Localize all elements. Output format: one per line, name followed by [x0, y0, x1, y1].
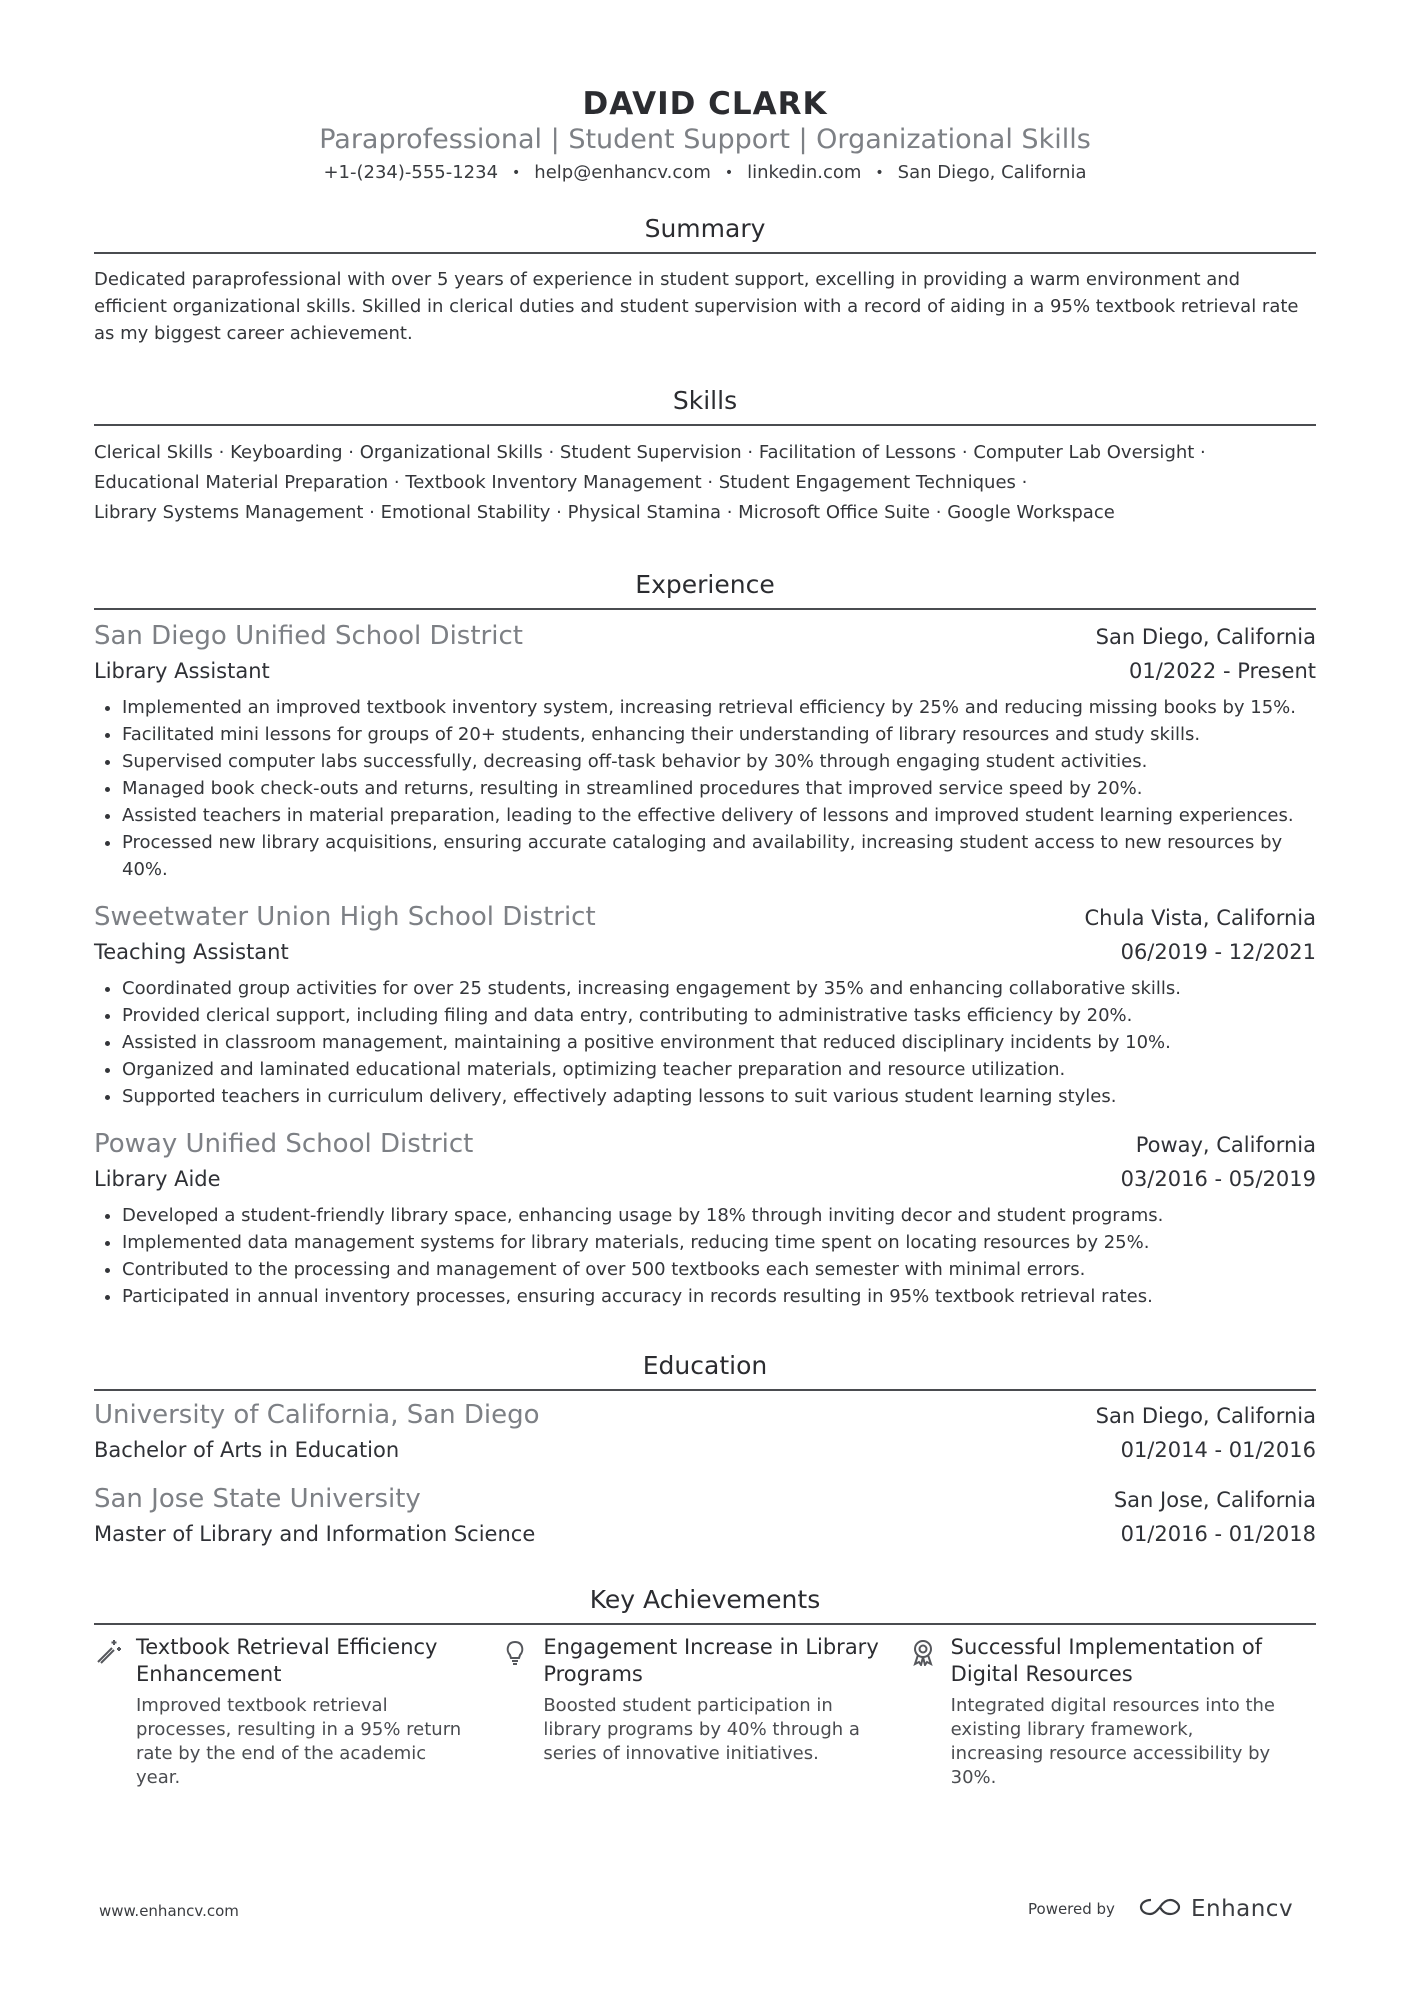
achievement-title: Textbook Retrieval Efficiency Enhancement — [136, 1635, 438, 1686]
summary-heading: Summary — [644, 214, 766, 243]
achievements-section — [94, 1583, 1316, 1625]
job-organization: Poway Unified School District — [94, 1129, 474, 1159]
job-dates: 03/2016 - 05/2019 — [1120, 1167, 1316, 1191]
job-entry — [94, 619, 1316, 883]
job-bullet: • Developed a student-friendly library space, enhancing usage by 18% through inviting decor and student programs. — [122, 1202, 1316, 1229]
education-dates: 01/2016 - 01/2018 — [1120, 1522, 1316, 1546]
school-name: University of California, San Diego — [94, 1400, 540, 1430]
contact-linkedin[interactable]: linkedin.com — [747, 162, 862, 183]
separator-dot: • — [724, 165, 734, 181]
enhancv-logo-icon — [1137, 1895, 1183, 1923]
job-location: Poway, California — [1135, 1133, 1316, 1157]
education-dates: 01/2014 - 01/2016 — [1120, 1438, 1316, 1462]
achievement-item — [909, 1634, 1316, 1790]
job-bullet: • Provided clerical support, including filing and data entry, contributing to administrative tasks efficiency by 20%. — [122, 1002, 1316, 1029]
experience-heading: Experience — [635, 570, 775, 599]
achievement-item — [94, 1634, 501, 1790]
achievements-list — [94, 1634, 1316, 1790]
education-entry — [94, 1398, 1316, 1467]
brand-name: Enhancv — [1190, 1896, 1294, 1922]
lightbulb-icon — [501, 1634, 543, 1790]
section-divider — [94, 1623, 1316, 1625]
award-ribbon-icon — [909, 1634, 951, 1790]
contact-line — [94, 160, 1316, 186]
job-dates: 06/2019 - 12/2021 — [1120, 940, 1316, 964]
school-location: San Jose, California — [1113, 1488, 1316, 1512]
job-bullet: • Supported teachers in curriculum delivery, effectively adapting lessons to suit various student learning styles. — [122, 1083, 1316, 1110]
achievements-heading: Key Achievements — [589, 1585, 821, 1614]
resume-page — [94, 0, 1316, 1788]
candidate-title: Paraprofessional | Student Support | Organizational Skills — [319, 124, 1091, 155]
job-organization: San Diego Unified School District — [94, 621, 523, 651]
job-bullet: • Facilitated mini lessons for groups of 20+ students, enhancing their understanding of library resources and study skills. — [122, 721, 1316, 748]
powered-by-label: Powered by — [1028, 1900, 1115, 1918]
section-divider — [94, 608, 1316, 610]
school-location: San Diego, California — [1095, 1404, 1316, 1428]
job-role: Library Assistant — [94, 659, 270, 683]
achievement-title: Engagement Increase in Library Programs — [543, 1635, 879, 1686]
separator-dot: • — [512, 165, 521, 181]
job-bullet: • Supervised computer labs successfully, decreasing off-task behavior by 30% through engaging student activities. — [122, 748, 1316, 775]
summary-line: as my biggest career achievement. — [94, 323, 413, 344]
experience-section — [94, 568, 1316, 610]
contact-location: San Diego, California — [897, 162, 1087, 183]
job-bullets — [94, 975, 1316, 1110]
summary-line: Dedicated paraprofessional with over 5 years of experience in student support, excelling in providing a warm environment and — [94, 269, 1241, 290]
education-heading: Education — [642, 1351, 768, 1380]
job-bullet: • Participated in annual inventory processes, ensuring accuracy in records resulting in 95% textbook retrieval rates. — [122, 1283, 1316, 1310]
summary-text — [94, 266, 1316, 347]
footer-website[interactable]: www.enhancv.com — [99, 1902, 239, 1920]
candidate-name: DAVID CLARK — [582, 86, 828, 122]
skills-list — [94, 438, 1316, 528]
job-entry — [94, 1127, 1316, 1310]
resume-header — [94, 0, 1316, 186]
magic-wand-icon — [94, 1634, 136, 1790]
job-role: Library Aide — [94, 1167, 221, 1191]
degree-name: Bachelor of Arts in Education — [94, 1438, 400, 1462]
job-bullet: • Processed new library acquisitions, ensuring accurate cataloging and availability, increasing student access to new resources by 40%. — [122, 829, 1316, 883]
skills-heading: Skills — [672, 386, 738, 415]
summary-line: efficient organizational skills. Skilled in clerical duties and student supervision with a record of aiding in a 95% textbook retrieval rate — [94, 296, 1299, 317]
job-location: Chula Vista, California — [1084, 906, 1316, 930]
job-bullet: • Contributed to the processing and management of over 500 textbooks each semester with minimal errors. — [122, 1256, 1316, 1283]
summary-section — [94, 212, 1316, 347]
degree-name: Master of Library and Information Science — [94, 1522, 536, 1546]
job-bullet: • Implemented data management systems for library materials, reducing time spent on locating resources by 25%. — [122, 1229, 1316, 1256]
job-location: San Diego, California — [1095, 625, 1316, 649]
achievement-description: Improved textbook retrieval processes, resulting in a 95% return rate by the end of the academic year. — [136, 1695, 462, 1788]
skills-line: Educational Material Preparation · Textbook Inventory Management · Student Engagement Techniques · — [94, 472, 1028, 493]
job-bullet: • Assisted in classroom management, maintaining a positive environment that reduced disciplinary incidents by 10%. — [122, 1029, 1316, 1056]
job-bullets — [94, 1202, 1316, 1310]
achievement-description: Integrated digital resources into the existing library framework, increasing resource accessibility by 30%. — [950, 1695, 1275, 1788]
contact-email[interactable]: help@enhancv.com — [534, 162, 711, 183]
section-divider — [94, 424, 1316, 426]
education-section — [94, 1349, 1316, 1391]
education-entry — [94, 1482, 1316, 1551]
separator-dot: • — [875, 165, 884, 181]
job-bullet: • Coordinated group activities for over 25 students, increasing engagement by 35% and enhancing collaborative skills. — [122, 975, 1316, 1002]
achievement-item — [501, 1634, 908, 1790]
achievement-title: Successful Implementation of Digital Resources — [950, 1635, 1263, 1686]
skills-section — [94, 384, 1316, 528]
job-dates: 01/2022 - Present — [1129, 659, 1316, 683]
contact-phone: +1-(234)-555-1234 — [323, 162, 499, 183]
job-bullet: • Managed book check-outs and returns, resulting in streamlined procedures that improved service speed by 20%. — [122, 775, 1316, 802]
school-name: San Jose State University — [94, 1484, 421, 1514]
job-entry — [94, 900, 1316, 1110]
job-role: Teaching Assistant — [94, 940, 289, 964]
job-bullet: • Implemented an improved textbook inventory system, increasing retrieval efficiency by 25% and reducing missing books by 15%. — [122, 694, 1316, 721]
achievement-description: Boosted student participation in library programs by 40% through a series of innovative initiatives. — [543, 1695, 860, 1764]
job-bullet: • Organized and laminated educational materials, optimizing teacher preparation and resource utilization. — [122, 1056, 1316, 1083]
skills-line: Clerical Skills · Keyboarding · Organizational Skills · Student Supervision · Facilitation of Lessons · Computer Lab Oversight · — [94, 442, 1206, 463]
skills-line: Library Systems Management · Emotional Stability · Physical Stamina · Microsoft Office Suite · Google Workspace — [94, 502, 1115, 523]
job-organization: Sweetwater Union High School District — [94, 902, 596, 932]
footer-branding — [1028, 1895, 1293, 1923]
job-bullets — [94, 694, 1316, 883]
job-bullet: • Assisted teachers in material preparation, leading to the effective delivery of lessons and improved student learning experiences. — [122, 802, 1316, 829]
section-divider — [94, 1389, 1316, 1391]
section-divider — [94, 252, 1316, 254]
